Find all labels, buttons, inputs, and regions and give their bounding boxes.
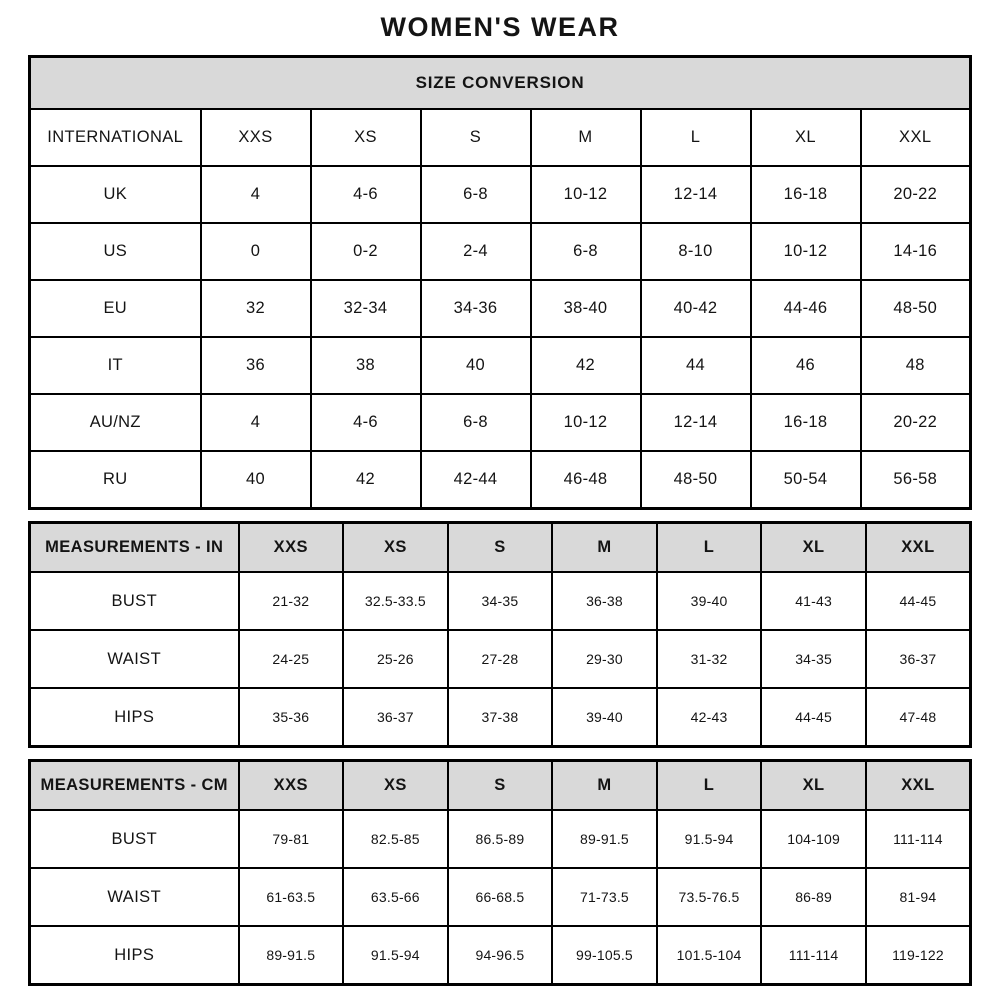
table-cell: 6-8 bbox=[421, 166, 531, 223]
table-cell: 6-8 bbox=[531, 223, 641, 280]
table-cell: 32-34 bbox=[311, 280, 421, 337]
table-cell: 16-18 bbox=[751, 166, 861, 223]
table-cell: 6-8 bbox=[421, 394, 531, 451]
table-cell: 40 bbox=[421, 337, 531, 394]
table-cell: 0-2 bbox=[311, 223, 421, 280]
table-cell: 99-105.5 bbox=[552, 926, 657, 985]
table-cell: 2-4 bbox=[421, 223, 531, 280]
measurements-cm-title: MEASUREMENTS - CM bbox=[30, 761, 239, 811]
table-row bbox=[30, 688, 971, 747]
size-header-cell: L bbox=[657, 761, 762, 811]
table-cell: 89-91.5 bbox=[239, 926, 344, 985]
size-header-cell: XL bbox=[761, 761, 866, 811]
table-cell: 16-18 bbox=[751, 394, 861, 451]
table-row bbox=[30, 394, 971, 451]
row-label: RU bbox=[30, 451, 201, 509]
row-label: UK bbox=[30, 166, 201, 223]
size-header-cell: M bbox=[552, 523, 657, 573]
row-label: HIPS bbox=[30, 926, 239, 985]
table-cell: 34-35 bbox=[761, 630, 866, 688]
size-conversion-title: SIZE CONVERSION bbox=[30, 57, 971, 110]
table-cell: 79-81 bbox=[239, 810, 344, 868]
size-chart-page bbox=[28, 0, 972, 986]
table-cell: 40 bbox=[201, 451, 311, 509]
size-header-cell: XS bbox=[343, 523, 448, 573]
table-cell: 73.5-76.5 bbox=[657, 868, 762, 926]
table-cell: 35-36 bbox=[239, 688, 344, 747]
size-header-cell: XS bbox=[311, 109, 421, 166]
table-cell: 101.5-104 bbox=[657, 926, 762, 985]
table-cell: 41-43 bbox=[761, 572, 866, 630]
international-header: INTERNATIONAL bbox=[30, 109, 201, 166]
table-row bbox=[30, 337, 971, 394]
table-cell: 14-16 bbox=[861, 223, 971, 280]
measurements-in-header-row bbox=[30, 523, 971, 573]
table-cell: 10-12 bbox=[751, 223, 861, 280]
row-label: WAIST bbox=[30, 868, 239, 926]
row-label: BUST bbox=[30, 810, 239, 868]
table-row bbox=[30, 280, 971, 337]
row-label: US bbox=[30, 223, 201, 280]
table-cell: 20-22 bbox=[861, 166, 971, 223]
table-row bbox=[30, 868, 971, 926]
table-cell: 4-6 bbox=[311, 166, 421, 223]
size-header-cell: XS bbox=[343, 761, 448, 811]
measurements-cm-table bbox=[28, 759, 972, 986]
measurements-in-table bbox=[28, 521, 972, 748]
table-cell: 56-58 bbox=[861, 451, 971, 509]
table-cell: 27-28 bbox=[448, 630, 553, 688]
size-header-cell: M bbox=[552, 761, 657, 811]
size-header-cell: XXL bbox=[866, 523, 971, 573]
table-cell: 24-25 bbox=[239, 630, 344, 688]
table-cell: 111-114 bbox=[761, 926, 866, 985]
table-cell: 44-45 bbox=[761, 688, 866, 747]
row-label: IT bbox=[30, 337, 201, 394]
table-cell: 36-38 bbox=[552, 572, 657, 630]
row-label: AU/NZ bbox=[30, 394, 201, 451]
table-cell: 86.5-89 bbox=[448, 810, 553, 868]
table-caption-row bbox=[30, 57, 971, 110]
table-cell: 104-109 bbox=[761, 810, 866, 868]
table-cell: 47-48 bbox=[866, 688, 971, 747]
table-cell: 91.5-94 bbox=[343, 926, 448, 985]
table-cell: 61-63.5 bbox=[239, 868, 344, 926]
size-header-cell: S bbox=[448, 523, 553, 573]
table-cell: 111-114 bbox=[866, 810, 971, 868]
table-cell: 12-14 bbox=[641, 394, 751, 451]
table-cell: 42-44 bbox=[421, 451, 531, 509]
table-cell: 66-68.5 bbox=[448, 868, 553, 926]
table-cell: 34-36 bbox=[421, 280, 531, 337]
size-header-cell: XXS bbox=[239, 761, 344, 811]
table-cell: 46 bbox=[751, 337, 861, 394]
size-header-cell: L bbox=[657, 523, 762, 573]
table-cell: 38-40 bbox=[531, 280, 641, 337]
row-label: HIPS bbox=[30, 688, 239, 747]
size-header-row bbox=[30, 109, 971, 166]
size-header-cell: XL bbox=[761, 523, 866, 573]
table-cell: 38 bbox=[311, 337, 421, 394]
table-cell: 4-6 bbox=[311, 394, 421, 451]
table-cell: 37-38 bbox=[448, 688, 553, 747]
table-cell: 10-12 bbox=[531, 166, 641, 223]
table-cell: 8-10 bbox=[641, 223, 751, 280]
size-header-cell: XXL bbox=[866, 761, 971, 811]
row-label: EU bbox=[30, 280, 201, 337]
table-cell: 31-32 bbox=[657, 630, 762, 688]
page-title: WOMEN'S WEAR bbox=[380, 12, 620, 42]
table-cell: 81-94 bbox=[866, 868, 971, 926]
size-header-cell: XXS bbox=[201, 109, 311, 166]
table-cell: 36 bbox=[201, 337, 311, 394]
table-cell: 46-48 bbox=[531, 451, 641, 509]
table-row bbox=[30, 926, 971, 985]
table-cell: 48 bbox=[861, 337, 971, 394]
table-row bbox=[30, 810, 971, 868]
table-row bbox=[30, 166, 971, 223]
table-row bbox=[30, 451, 971, 509]
table-cell: 44-46 bbox=[751, 280, 861, 337]
table-cell: 42 bbox=[311, 451, 421, 509]
table-cell: 119-122 bbox=[866, 926, 971, 985]
table-cell: 50-54 bbox=[751, 451, 861, 509]
table-cell: 42-43 bbox=[657, 688, 762, 747]
table-cell: 40-42 bbox=[641, 280, 751, 337]
table-row bbox=[30, 572, 971, 630]
table-cell: 63.5-66 bbox=[343, 868, 448, 926]
table-cell: 48-50 bbox=[861, 280, 971, 337]
table-cell: 36-37 bbox=[343, 688, 448, 747]
table-cell: 48-50 bbox=[641, 451, 751, 509]
size-header-cell: L bbox=[641, 109, 751, 166]
table-cell: 29-30 bbox=[552, 630, 657, 688]
table-cell: 4 bbox=[201, 166, 311, 223]
table-cell: 94-96.5 bbox=[448, 926, 553, 985]
size-header-cell: XL bbox=[751, 109, 861, 166]
table-cell: 0 bbox=[201, 223, 311, 280]
table-cell: 82.5-85 bbox=[343, 810, 448, 868]
table-row bbox=[30, 630, 971, 688]
size-header-cell: S bbox=[421, 109, 531, 166]
table-cell: 4 bbox=[201, 394, 311, 451]
table-cell: 10-12 bbox=[531, 394, 641, 451]
table-cell: 91.5-94 bbox=[657, 810, 762, 868]
table-cell: 86-89 bbox=[761, 868, 866, 926]
measurements-in-title: MEASUREMENTS - IN bbox=[30, 523, 239, 573]
table-cell: 34-35 bbox=[448, 572, 553, 630]
size-header-cell: XXL bbox=[861, 109, 971, 166]
table-cell: 39-40 bbox=[552, 688, 657, 747]
table-cell: 21-32 bbox=[239, 572, 344, 630]
size-header-cell: M bbox=[531, 109, 641, 166]
table-cell: 44-45 bbox=[866, 572, 971, 630]
table-cell: 32.5-33.5 bbox=[343, 572, 448, 630]
size-conversion-table bbox=[28, 55, 972, 510]
table-cell: 42 bbox=[531, 337, 641, 394]
row-label: BUST bbox=[30, 572, 239, 630]
table-cell: 39-40 bbox=[657, 572, 762, 630]
table-cell: 71-73.5 bbox=[552, 868, 657, 926]
table-cell: 44 bbox=[641, 337, 751, 394]
table-cell: 32 bbox=[201, 280, 311, 337]
table-cell: 89-91.5 bbox=[552, 810, 657, 868]
size-header-cell: S bbox=[448, 761, 553, 811]
table-cell: 20-22 bbox=[861, 394, 971, 451]
table-cell: 36-37 bbox=[866, 630, 971, 688]
table-row bbox=[30, 223, 971, 280]
measurements-cm-header-row bbox=[30, 761, 971, 811]
table-cell: 12-14 bbox=[641, 166, 751, 223]
table-cell: 25-26 bbox=[343, 630, 448, 688]
size-header-cell: XXS bbox=[239, 523, 344, 573]
row-label: WAIST bbox=[30, 630, 239, 688]
